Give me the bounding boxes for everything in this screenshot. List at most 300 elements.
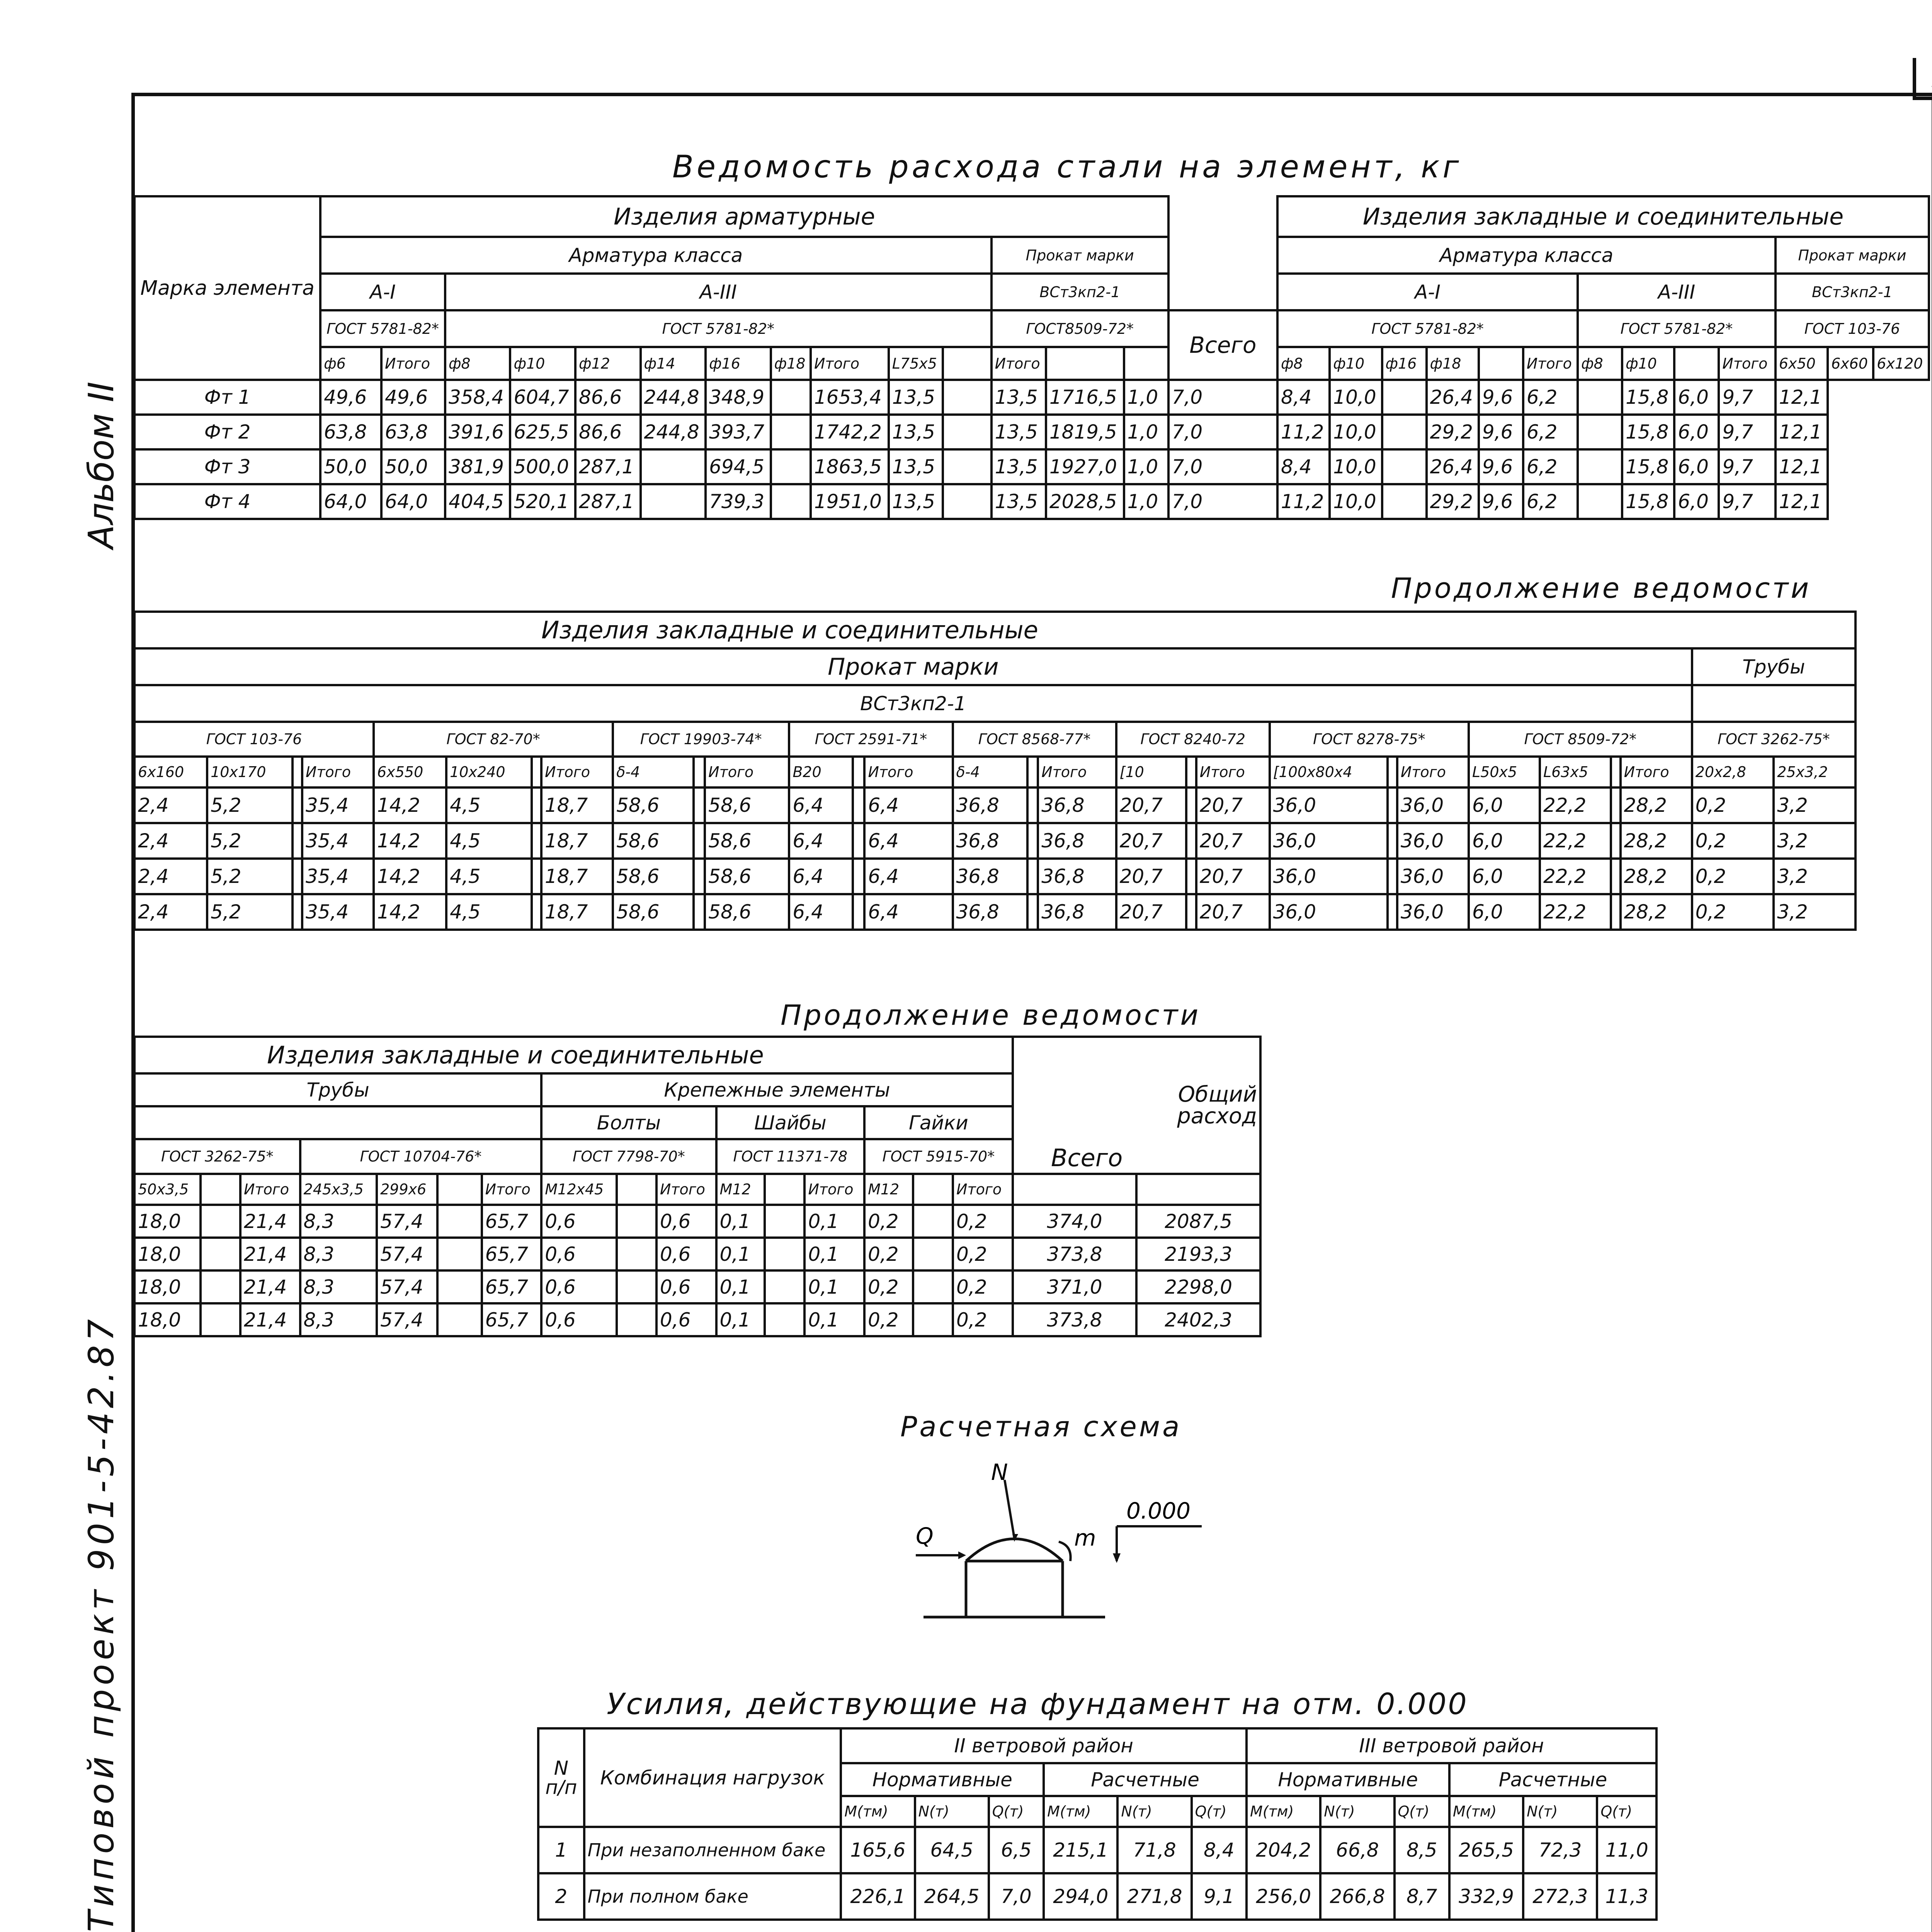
table-cell: 63,8 [381, 415, 445, 449]
table-cell: 0,6 [656, 1238, 716, 1270]
col-head: Итого [804, 1174, 864, 1205]
vst-right: ВСт3кп2-1 [1776, 274, 1929, 310]
force-value: 264,5 [915, 1873, 989, 1920]
table-cell: 3,2 [1774, 823, 1855, 859]
table-cell [1611, 787, 1621, 823]
t3-gost: ГОСТ 7798-70* [541, 1139, 716, 1174]
table-cell [694, 894, 705, 930]
table-cell: 21,4 [240, 1303, 300, 1336]
col-head [913, 1174, 953, 1205]
steel-table-3 [133, 1036, 1262, 1337]
forces-norm-2: Нормативные [841, 1763, 1044, 1796]
vst-left: ВСт3кп2-1 [992, 274, 1168, 310]
table-cell [943, 415, 992, 449]
table-cell: 9,7 [1719, 484, 1775, 519]
table-cell [694, 859, 705, 894]
table-cell: 393,7 [706, 415, 771, 449]
table-cell: 13,5 [992, 380, 1046, 415]
t2-gost: ГОСТ 2591-71* [789, 722, 952, 757]
table-cell [694, 787, 705, 823]
table-cell: 58,6 [613, 894, 694, 930]
col-head: 6х550 [374, 757, 446, 787]
table-cell: 58,6 [613, 859, 694, 894]
table-cell: 8,3 [300, 1238, 377, 1270]
table-cell [1186, 894, 1196, 930]
table-cell: 6,4 [864, 859, 952, 894]
col-head: М12 [864, 1174, 913, 1205]
col-head: Итого [864, 757, 952, 787]
table-cell: 4,5 [446, 894, 532, 930]
unit-head: N(т) [1523, 1796, 1597, 1827]
table-cell: 4,5 [446, 787, 532, 823]
table-cell: 0,1 [804, 1238, 864, 1270]
table-cell: 18,7 [541, 787, 613, 823]
table-cell: 13,5 [889, 449, 943, 484]
force-value: 8,5 [1395, 1827, 1449, 1873]
table-row [134, 894, 1855, 930]
table-cell [1388, 823, 1397, 859]
col-head: ф8 [1578, 347, 1622, 380]
table-cell: 694,5 [706, 449, 771, 484]
table-cell: 0,2 [864, 1303, 913, 1336]
table-cell [437, 1238, 481, 1270]
unit-head: Q(т) [1192, 1796, 1247, 1827]
col-head: ф10 [510, 347, 575, 380]
row-number: 2 [538, 1873, 584, 1920]
table-cell [694, 823, 705, 859]
gost5781-a: ГОСТ 5781-82* [320, 310, 445, 347]
table-cell [765, 1238, 804, 1270]
table-cell: 36,0 [1397, 787, 1469, 823]
table-cell: 10,0 [1330, 415, 1382, 449]
table-cell [1027, 859, 1038, 894]
row-number: 1 [538, 1827, 584, 1873]
table-cell: 0,6 [541, 1303, 617, 1336]
col-head: ф8 [445, 347, 510, 380]
table-row [134, 415, 1929, 449]
vsego-cell: 373,8 [1013, 1238, 1137, 1270]
col-head: 299х6 [377, 1174, 437, 1205]
table-cell [641, 484, 706, 519]
table-cell [1388, 859, 1397, 894]
table-row [134, 1270, 1260, 1303]
col-head [617, 1174, 656, 1205]
force-value: 72,3 [1523, 1827, 1597, 1873]
table-cell [1388, 894, 1397, 930]
table-cell: 29,2 [1427, 415, 1479, 449]
table-cell: 0,1 [716, 1270, 765, 1303]
table-cell [641, 449, 706, 484]
col-head: δ-4 [613, 757, 694, 787]
table-cell: 36,0 [1270, 859, 1388, 894]
table-cell: 1742,2 [811, 415, 889, 449]
scheme-drawing [889, 1445, 1236, 1638]
a3-right: А-III [1578, 274, 1776, 310]
table-cell [437, 1270, 481, 1303]
a1-right: А-I [1277, 274, 1578, 310]
table-cell [1013, 1174, 1137, 1205]
t3-gaiki: Гайки [864, 1106, 1013, 1139]
t3-gost: ГОСТ 5915-70* [864, 1139, 1013, 1174]
table-cell: 3,2 [1774, 859, 1855, 894]
table-cell: 0,1 [716, 1303, 765, 1336]
table-cell: 0,2 [953, 1205, 1013, 1238]
table-cell: 5,2 [207, 859, 293, 894]
table-cell: 65,7 [482, 1205, 542, 1238]
table-cell: 13,5 [889, 415, 943, 449]
total-cell: 2087,5 [1136, 1205, 1260, 1238]
table-cell: 244,8 [641, 380, 706, 415]
table-cell: 20,7 [1116, 787, 1187, 823]
table-row [134, 859, 1855, 894]
col-head: ф18 [771, 347, 811, 380]
load-combination: При полном баке [584, 1873, 841, 1920]
forces-rasch-2: Расчетные [1044, 1763, 1247, 1796]
table-cell [1186, 787, 1196, 823]
col-head [1611, 757, 1621, 787]
table-cell: 0,1 [804, 1270, 864, 1303]
table-row [134, 449, 1929, 484]
table-cell: 36,0 [1270, 787, 1388, 823]
table-cell: 15,8 [1622, 449, 1674, 484]
table-cell [853, 859, 864, 894]
table-cell: 2,4 [134, 787, 207, 823]
table-cell: 0,2 [1692, 859, 1774, 894]
t3-izd-zakl: Изделия закладные и соединительные [134, 1037, 1013, 1073]
table-cell: 9,7 [1719, 415, 1775, 449]
force-value: 226,1 [841, 1873, 915, 1920]
table-cell: 14,2 [374, 787, 446, 823]
table-cell: 20,7 [1116, 894, 1187, 930]
table-row [134, 823, 1855, 859]
col-head: 25х3,2 [1774, 757, 1855, 787]
table-cell: 6,4 [864, 787, 952, 823]
a3-left: А-III [445, 274, 992, 310]
table-cell: 0,1 [716, 1238, 765, 1270]
table-cell: 11,2 [1277, 484, 1330, 519]
table-cell [913, 1270, 953, 1303]
force-value: 9,1 [1192, 1873, 1247, 1920]
table-cell: 6,2 [1523, 415, 1578, 449]
table-cell: 12,1 [1776, 415, 1828, 449]
table-cell [1611, 823, 1621, 859]
table-cell: 36,0 [1397, 859, 1469, 894]
table-cell: 6,4 [789, 859, 853, 894]
table-cell: 2,4 [134, 859, 207, 894]
table-cell: 5,2 [207, 787, 293, 823]
table-cell: 4,5 [446, 823, 532, 859]
table-row [134, 1303, 1260, 1336]
table-cell: 391,6 [445, 415, 510, 449]
arm-klassa-left: Арматура класса [320, 237, 992, 274]
table-cell: 0,1 [716, 1205, 765, 1238]
page-number-box [1913, 58, 1932, 100]
vsego-cell: 371,0 [1013, 1270, 1137, 1303]
table-cell: 26,4 [1427, 380, 1479, 415]
table-cell [765, 1205, 804, 1238]
izd-arm-header: Изделия арматурные [320, 196, 1168, 237]
table-cell: 8,4 [1277, 449, 1330, 484]
unit-head: N(т) [1117, 1796, 1191, 1827]
table-cell [913, 1205, 953, 1238]
col-head: Итого [705, 757, 789, 787]
t2-gost: ГОСТ 8278-75* [1270, 722, 1469, 757]
gost5781-b: ГОСТ 5781-82* [445, 310, 992, 347]
table-cell: 64,0 [320, 484, 381, 519]
total-cell: 2402,3 [1136, 1303, 1260, 1336]
unit-head: N(т) [1320, 1796, 1394, 1827]
unit-head: M(тм) [1449, 1796, 1523, 1827]
table-cell: 6,2 [1523, 449, 1578, 484]
table-cell: 36,8 [953, 894, 1028, 930]
col-head: ф8 [1277, 347, 1330, 380]
table-cell: 18,0 [134, 1270, 201, 1303]
col-head [1027, 757, 1038, 787]
table-cell: 28,2 [1621, 787, 1692, 823]
table-cell: 287,1 [575, 484, 641, 519]
table-cell: 18,7 [541, 823, 613, 859]
table-cell: 6,4 [789, 894, 853, 930]
table-cell: 9,6 [1479, 449, 1523, 484]
table-cell: 36,0 [1270, 894, 1388, 930]
unit-head: M(тм) [1044, 1796, 1117, 1827]
prokat-marki-right: Прокат марки [1776, 237, 1929, 274]
table-cell: 0,6 [656, 1303, 716, 1336]
table-cell: 36,8 [1038, 894, 1116, 930]
col-head: ф18 [1427, 347, 1479, 380]
table-cell: 0,2 [1692, 823, 1774, 859]
table-cell: 8,3 [300, 1270, 377, 1303]
table-cell: 8,4 [1277, 380, 1330, 415]
col-head: Итого [992, 347, 1046, 380]
t3-obshchiy: Общий расход [1013, 1037, 1260, 1174]
table-cell: 57,4 [377, 1303, 437, 1336]
col-head [1674, 347, 1719, 380]
col-head: Итого [1621, 757, 1692, 787]
table-cell: 9,6 [1479, 484, 1523, 519]
unit-head: Q(т) [1597, 1796, 1656, 1827]
table-cell: 9,7 [1719, 449, 1775, 484]
forces-r2: II ветровой район [841, 1728, 1247, 1763]
gost103-right: ГОСТ 103-76 [1776, 310, 1929, 347]
table-cell: 0,2 [1692, 787, 1774, 823]
table-cell: 28,2 [1621, 823, 1692, 859]
table-cell: 50,0 [320, 449, 381, 484]
table-cell: 18,7 [541, 859, 613, 894]
table-cell: 22,2 [1540, 823, 1611, 859]
table-cell: 0,6 [541, 1238, 617, 1270]
table-cell: 18,0 [134, 1238, 201, 1270]
forces-komb: Комбинация нагрузок [584, 1728, 841, 1827]
table-cell: 36,8 [1038, 787, 1116, 823]
gost5781-c: ГОСТ 5781-82* [1277, 310, 1578, 347]
table-cell: 86,6 [575, 415, 641, 449]
table-cell: 36,0 [1270, 823, 1388, 859]
table-cell: 6,4 [789, 787, 853, 823]
table-cell: 65,7 [482, 1270, 542, 1303]
force-value: 265,5 [1449, 1827, 1523, 1873]
table-cell [1382, 415, 1427, 449]
table-cell [437, 1303, 481, 1336]
col-head: ф16 [706, 347, 771, 380]
table-cell: 0,2 [864, 1205, 913, 1238]
force-value: 271,8 [1117, 1873, 1191, 1920]
t2-gost: ГОСТ 82-70* [374, 722, 613, 757]
col-head: Итого [302, 757, 374, 787]
table-cell: 7,0 [1168, 415, 1277, 449]
unit-head: M(тм) [1247, 1796, 1320, 1827]
table-cell: 348,9 [706, 380, 771, 415]
forces-r3: III ветровой район [1247, 1728, 1656, 1763]
col-head: Итого [811, 347, 889, 380]
table-cell: 36,8 [953, 823, 1028, 859]
unit-head: N(т) [915, 1796, 989, 1827]
force-value: 272,3 [1523, 1873, 1597, 1920]
col-head [437, 1174, 481, 1205]
table-cell [1382, 484, 1427, 519]
table-row [538, 1873, 1656, 1920]
table-cell: 7,0 [1168, 484, 1277, 519]
col-head: М12х45 [541, 1174, 617, 1205]
col-head: L50х5 [1469, 757, 1540, 787]
force-value: 294,0 [1044, 1873, 1117, 1920]
force-value: 256,0 [1247, 1873, 1320, 1920]
table-cell [293, 787, 302, 823]
table-cell [943, 380, 992, 415]
table-cell [617, 1270, 656, 1303]
table-cell: 358,4 [445, 380, 510, 415]
col-head: ф10 [1622, 347, 1674, 380]
table-cell: 58,6 [613, 787, 694, 823]
scheme-title: Расчетная схема [900, 1410, 1182, 1443]
table-cell: 1,0 [1124, 415, 1168, 449]
table-cell [1027, 894, 1038, 930]
unit-head: Q(т) [989, 1796, 1044, 1827]
table-cell: 26,4 [1427, 449, 1479, 484]
table-cell: 14,2 [374, 823, 446, 859]
table-cell: 0,2 [1692, 894, 1774, 930]
table-cell: 14,2 [374, 859, 446, 894]
col-head: Итого [541, 757, 613, 787]
table-cell [1578, 484, 1622, 519]
table-cell: 18,0 [134, 1205, 201, 1238]
table-cell [853, 894, 864, 930]
gost5781-d: ГОСТ 5781-82* [1578, 310, 1776, 347]
table-cell: 12,1 [1776, 449, 1828, 484]
t2-gost: ГОСТ 8568-77* [953, 722, 1116, 757]
table-cell [771, 449, 811, 484]
table-cell: 2028,5 [1046, 484, 1124, 519]
table-cell: 22,2 [1540, 859, 1611, 894]
table-cell: 57,4 [377, 1238, 437, 1270]
col-head: ф14 [641, 347, 706, 380]
table-cell: 1819,5 [1046, 415, 1124, 449]
table-cell [913, 1303, 953, 1336]
table-cell: 65,7 [482, 1238, 542, 1270]
col-head: ф6 [320, 347, 381, 380]
table-cell [617, 1238, 656, 1270]
table-cell: 6,4 [864, 823, 952, 859]
col-head: ф10 [1330, 347, 1382, 380]
table-cell [1136, 1174, 1260, 1205]
table-cell [1611, 894, 1621, 930]
force-value: 8,7 [1395, 1873, 1449, 1920]
table-cell: 0,6 [656, 1270, 716, 1303]
force-value: 215,1 [1044, 1827, 1117, 1873]
table-cell: 0,1 [804, 1303, 864, 1336]
table-cell: 57,4 [377, 1270, 437, 1303]
table-cell: 0,2 [864, 1238, 913, 1270]
t2-vst: ВСт3кп2-1 [134, 685, 1692, 722]
table-cell: 36,8 [1038, 823, 1116, 859]
table-cell: 5,2 [207, 823, 293, 859]
vsego-cell: 373,8 [1013, 1303, 1137, 1336]
table-cell: 15,8 [1622, 380, 1674, 415]
table-cell: 36,0 [1397, 823, 1469, 859]
steel-table-2 [133, 611, 1857, 931]
gost8509-left: ГОСТ8509-72* [992, 310, 1168, 347]
scheme-m-label: m [1074, 1525, 1096, 1551]
table-cell: 28,2 [1621, 859, 1692, 894]
table-cell: 58,6 [705, 859, 789, 894]
t2-gost: ГОСТ 8240-72 [1116, 722, 1270, 757]
table-cell: 6,0 [1469, 823, 1540, 859]
table-cell [1578, 415, 1622, 449]
forces-np: N п/п [538, 1728, 584, 1827]
col-head: 10х240 [446, 757, 532, 787]
table-cell [1578, 380, 1622, 415]
table-cell: 6,0 [1674, 484, 1719, 519]
table-cell [853, 823, 864, 859]
table-cell: 13,5 [889, 380, 943, 415]
table-cell: 0,6 [656, 1205, 716, 1238]
table-cell [532, 894, 541, 930]
table-cell: 8,3 [300, 1303, 377, 1336]
col-head: 6х50 [1776, 347, 1828, 380]
col-head: [10 [1116, 757, 1187, 787]
scheme-level-label: 0.000 [1126, 1498, 1191, 1524]
col-head [1479, 347, 1523, 380]
table-cell [532, 823, 541, 859]
table-cell [1027, 787, 1038, 823]
steel-table-1 [133, 195, 1930, 520]
force-value: 71,8 [1117, 1827, 1191, 1873]
table-cell [1382, 380, 1427, 415]
table-cell: 22,2 [1540, 787, 1611, 823]
table-cell: 9,7 [1719, 380, 1775, 415]
force-value: 7,0 [989, 1873, 1044, 1920]
force-value: 332,9 [1449, 1873, 1523, 1920]
table-cell: 1951,0 [811, 484, 889, 519]
table-cell: 49,6 [320, 380, 381, 415]
table-cell: 12,1 [1776, 484, 1828, 519]
table2-caption: Продолжение ведомости [1391, 572, 1811, 604]
col-head [1186, 757, 1196, 787]
element-mark: Фт 1 [134, 380, 320, 415]
table-cell: 35,4 [302, 894, 374, 930]
table-cell: 15,8 [1622, 484, 1674, 519]
table-cell: 5,2 [207, 894, 293, 930]
table-cell [1027, 823, 1038, 859]
table-cell: 28,2 [1621, 894, 1692, 930]
table-cell [437, 1205, 481, 1238]
table-cell: 0,2 [864, 1270, 913, 1303]
t2-gost: ГОСТ 19903-74* [613, 722, 789, 757]
table-cell: 604,7 [510, 380, 575, 415]
table-cell [943, 449, 992, 484]
table-row [134, 1205, 1260, 1238]
table-cell: 12,1 [1776, 380, 1828, 415]
